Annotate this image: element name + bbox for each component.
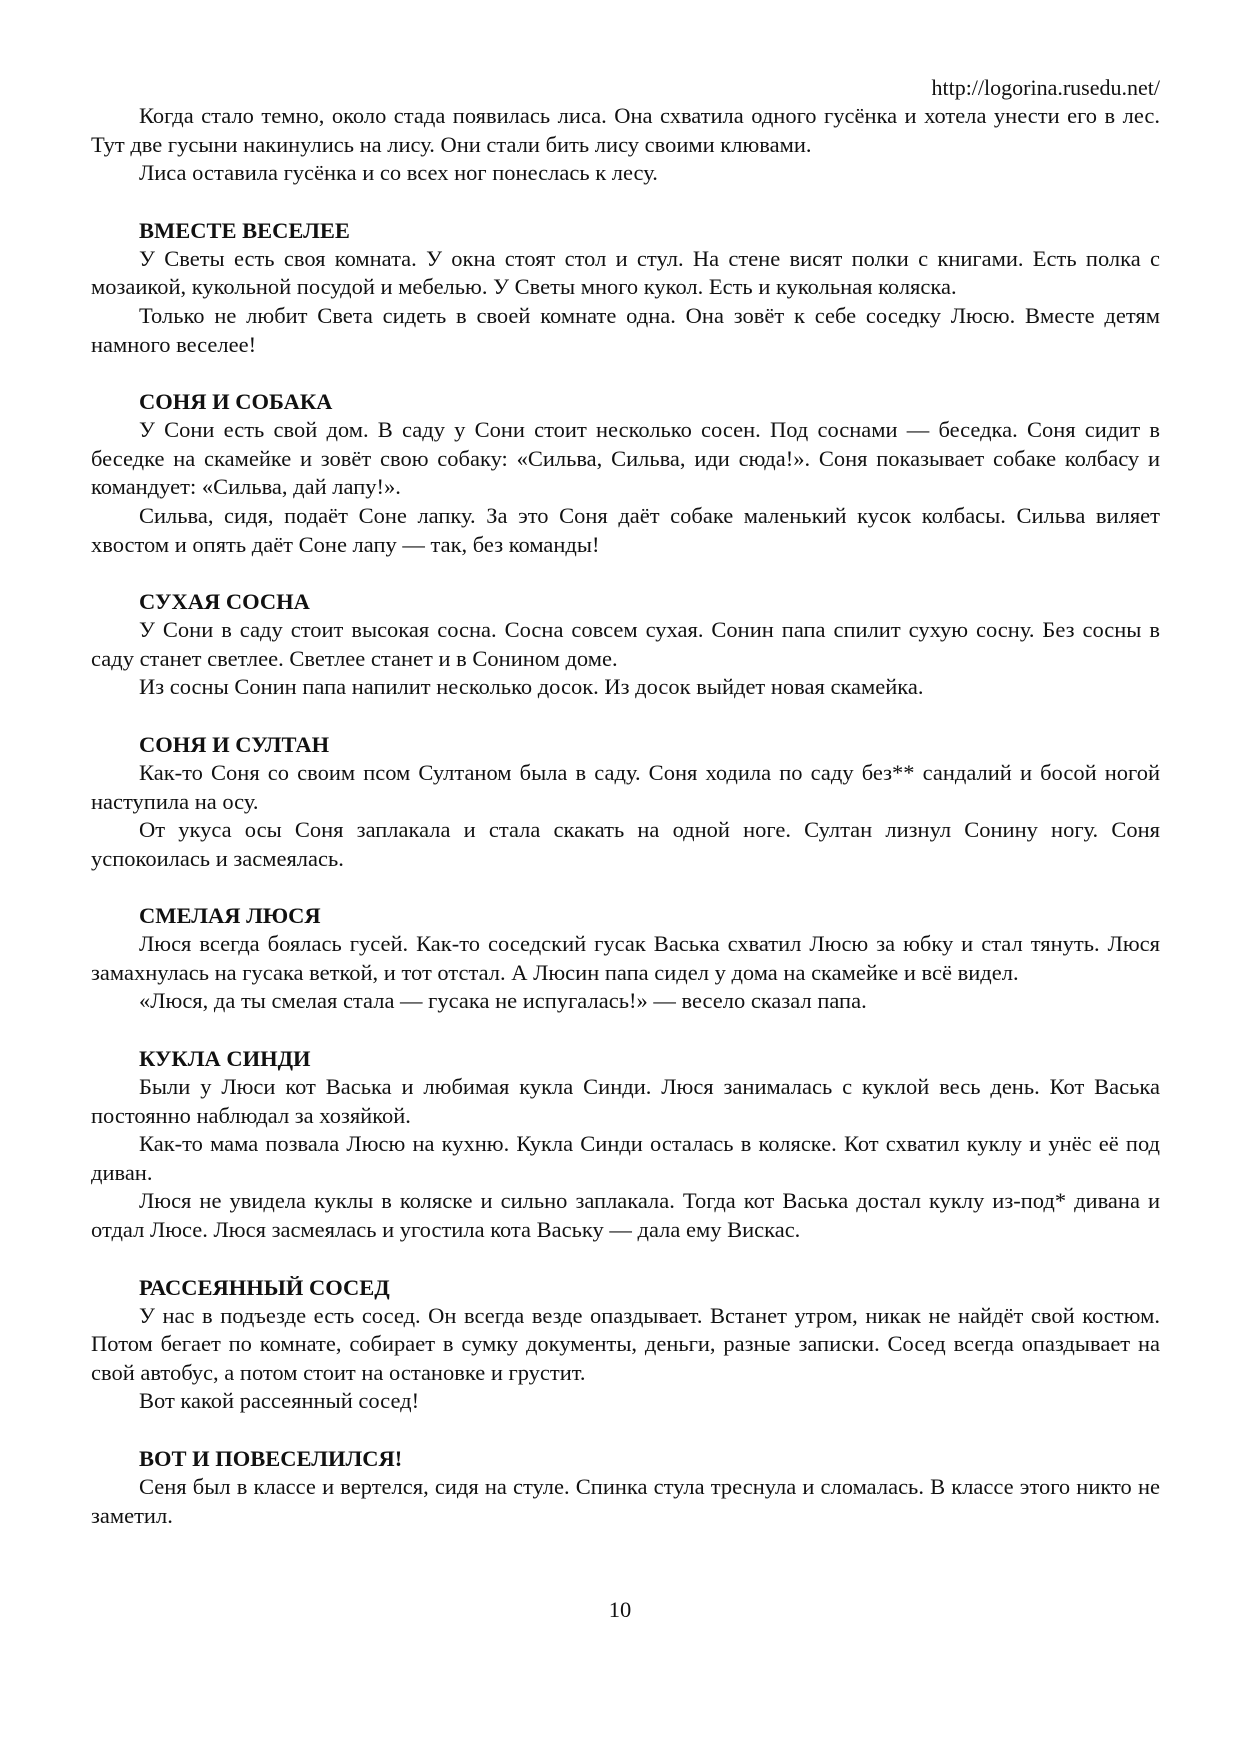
- paragraph: Из сосны Сонин папа напилит несколько досок. Из досок выйдет новая скамейка.: [139, 674, 924, 700]
- story-section: [91, 1444, 1160, 1530]
- story-title: ВОТ И ПОВЕСЕЛИЛСЯ!: [139, 1446, 403, 1471]
- story-title: СМЕЛАЯ ЛЮСЯ: [139, 903, 321, 929]
- header-url: http://logorina.rusedu.net/: [931, 75, 1160, 100]
- story-title: ВМЕСТЕ ВЕСЕЛЕЕ: [139, 217, 350, 243]
- story-title: СОНЯ И СУЛТАН: [139, 731, 330, 757]
- paragraph: Как-то мама позвала Люсю на кухню. Кукла Синди осталась в коляске. Кот схватил куклу и унёс её под диван.: [91, 1131, 1160, 1185]
- story-title: КУКЛА СИНДИ: [139, 1046, 311, 1072]
- story-section: [91, 730, 1160, 873]
- paragraph: Сильва, сидя, подаёт Соне лапку. За это Соня даёт собаке маленький кусок колбасы. Сильва виляет хвостом и опять даёт Соне лапу — так, без команды!: [91, 502, 1160, 557]
- paragraph: У Светы есть своя комната. У окна стоят стол и стул. На стене висят полки с книгами. Есть полка с мозаикой, кукольной посудой и мебелью. У Светы много кукол. Есть и кукольная коляска.: [91, 245, 1160, 300]
- paragraph: Когда стало темно, около стада появилась лиса. Она схватила одного гусёнка и хотела унести его в лес. Тут две гусыни накинулись на лису. Они стали бить лису своими клювами.: [91, 103, 1160, 157]
- paragraph: Лиса оставила гусёнка и со всех ног понеслась к лесу.: [139, 160, 658, 186]
- story-title: РАССЕЯННЫЙ СОСЕД: [139, 1274, 390, 1300]
- paragraph: Сеня был в классе и вертелся, сидя на стуле. Спинка стула треснула и сломалась. В классе этого никто не заметил.: [91, 1474, 1160, 1528]
- story-section: [91, 1044, 1160, 1245]
- story-section: [91, 387, 1160, 559]
- paragraph: От укуса осы Соня заплакала и стала скакать на одной ноге. Султан лизнул Сонину ногу. Соня успокоилась и засмеялась.: [91, 817, 1160, 871]
- paragraph: Как-то Соня со своим псом Султаном была в саду. Соня ходила по саду без** сандалий и босой ногой наступила на осу.: [91, 759, 1160, 814]
- story-section: [91, 216, 1160, 359]
- paragraph: Были у Люси кот Васька и любимая кукла Синди. Люся занималась с куклой весь день. Кот Васька постоянно наблюдал за хозяйкой.: [91, 1074, 1160, 1128]
- paragraph: У нас в подъезде есть сосед. Он всегда везде опаздывает. Встанет утром, никак не найдёт свой костюм. Потом бегает по комнате, собирает в сумку документы, деньги, разные записки. Сосед всегда опаздывает на свой автобус, а потом стоит на остановке и грустит.: [91, 1302, 1160, 1385]
- story-section: [91, 587, 1160, 702]
- paragraph: Вот какой рассеянный сосед!: [139, 1388, 420, 1414]
- story-section: [91, 901, 1160, 1016]
- paragraph: У Сони в саду стоит высокая сосна. Сосна совсем сухая. Сонин папа спилит сухую сосну. Без сосны в саду станет светлее. Светлее станет и в Сонином доме.: [91, 617, 1160, 671]
- paragraph: Люся всегда боялась гусей. Как-то соседский гусак Васька схватил Люсю за юбку и стал тянуть. Люся замахнулась на гусака веткой, и тот отстал. А Люсин папа сидел у дома на скамейке и всё видел.: [91, 931, 1160, 985]
- paragraph: Люся не увидела куклы в коляске и сильно заплакала. Тогда кот Васька достал куклу из-под* дивана и отдал Люсе. Люся засмеялась и угостила кота Ваську — дала ему Вискас.: [91, 1188, 1160, 1243]
- story-title: СУХАЯ СОСНА: [139, 589, 310, 615]
- paragraph: Только не любит Света сидеть в своей комнате одна. Она зовёт к себе соседку Люсю. Вместе детям намного веселее!: [91, 302, 1160, 357]
- page-number: 10: [608, 1597, 632, 1622]
- document-page: [91, 68, 1160, 1530]
- paragraph: «Люся, да ты смелая стала — гусака не испугалась!» — весело сказал папа.: [139, 988, 867, 1014]
- story-section: [91, 1273, 1160, 1416]
- paragraph: У Сони есть свой дом. В саду у Сони стоит несколько сосен. Под соснами — беседка. Соня сидит в беседке на скамейке и зовёт свою собаку: «Сильва, Сильва, иди сюда!». Соня показывает собаке колбасу и командует: «Сильва, дай лапу!».: [91, 417, 1160, 500]
- story-title: СОНЯ И СОБАКА: [139, 389, 333, 415]
- intro-section: [91, 102, 1160, 188]
